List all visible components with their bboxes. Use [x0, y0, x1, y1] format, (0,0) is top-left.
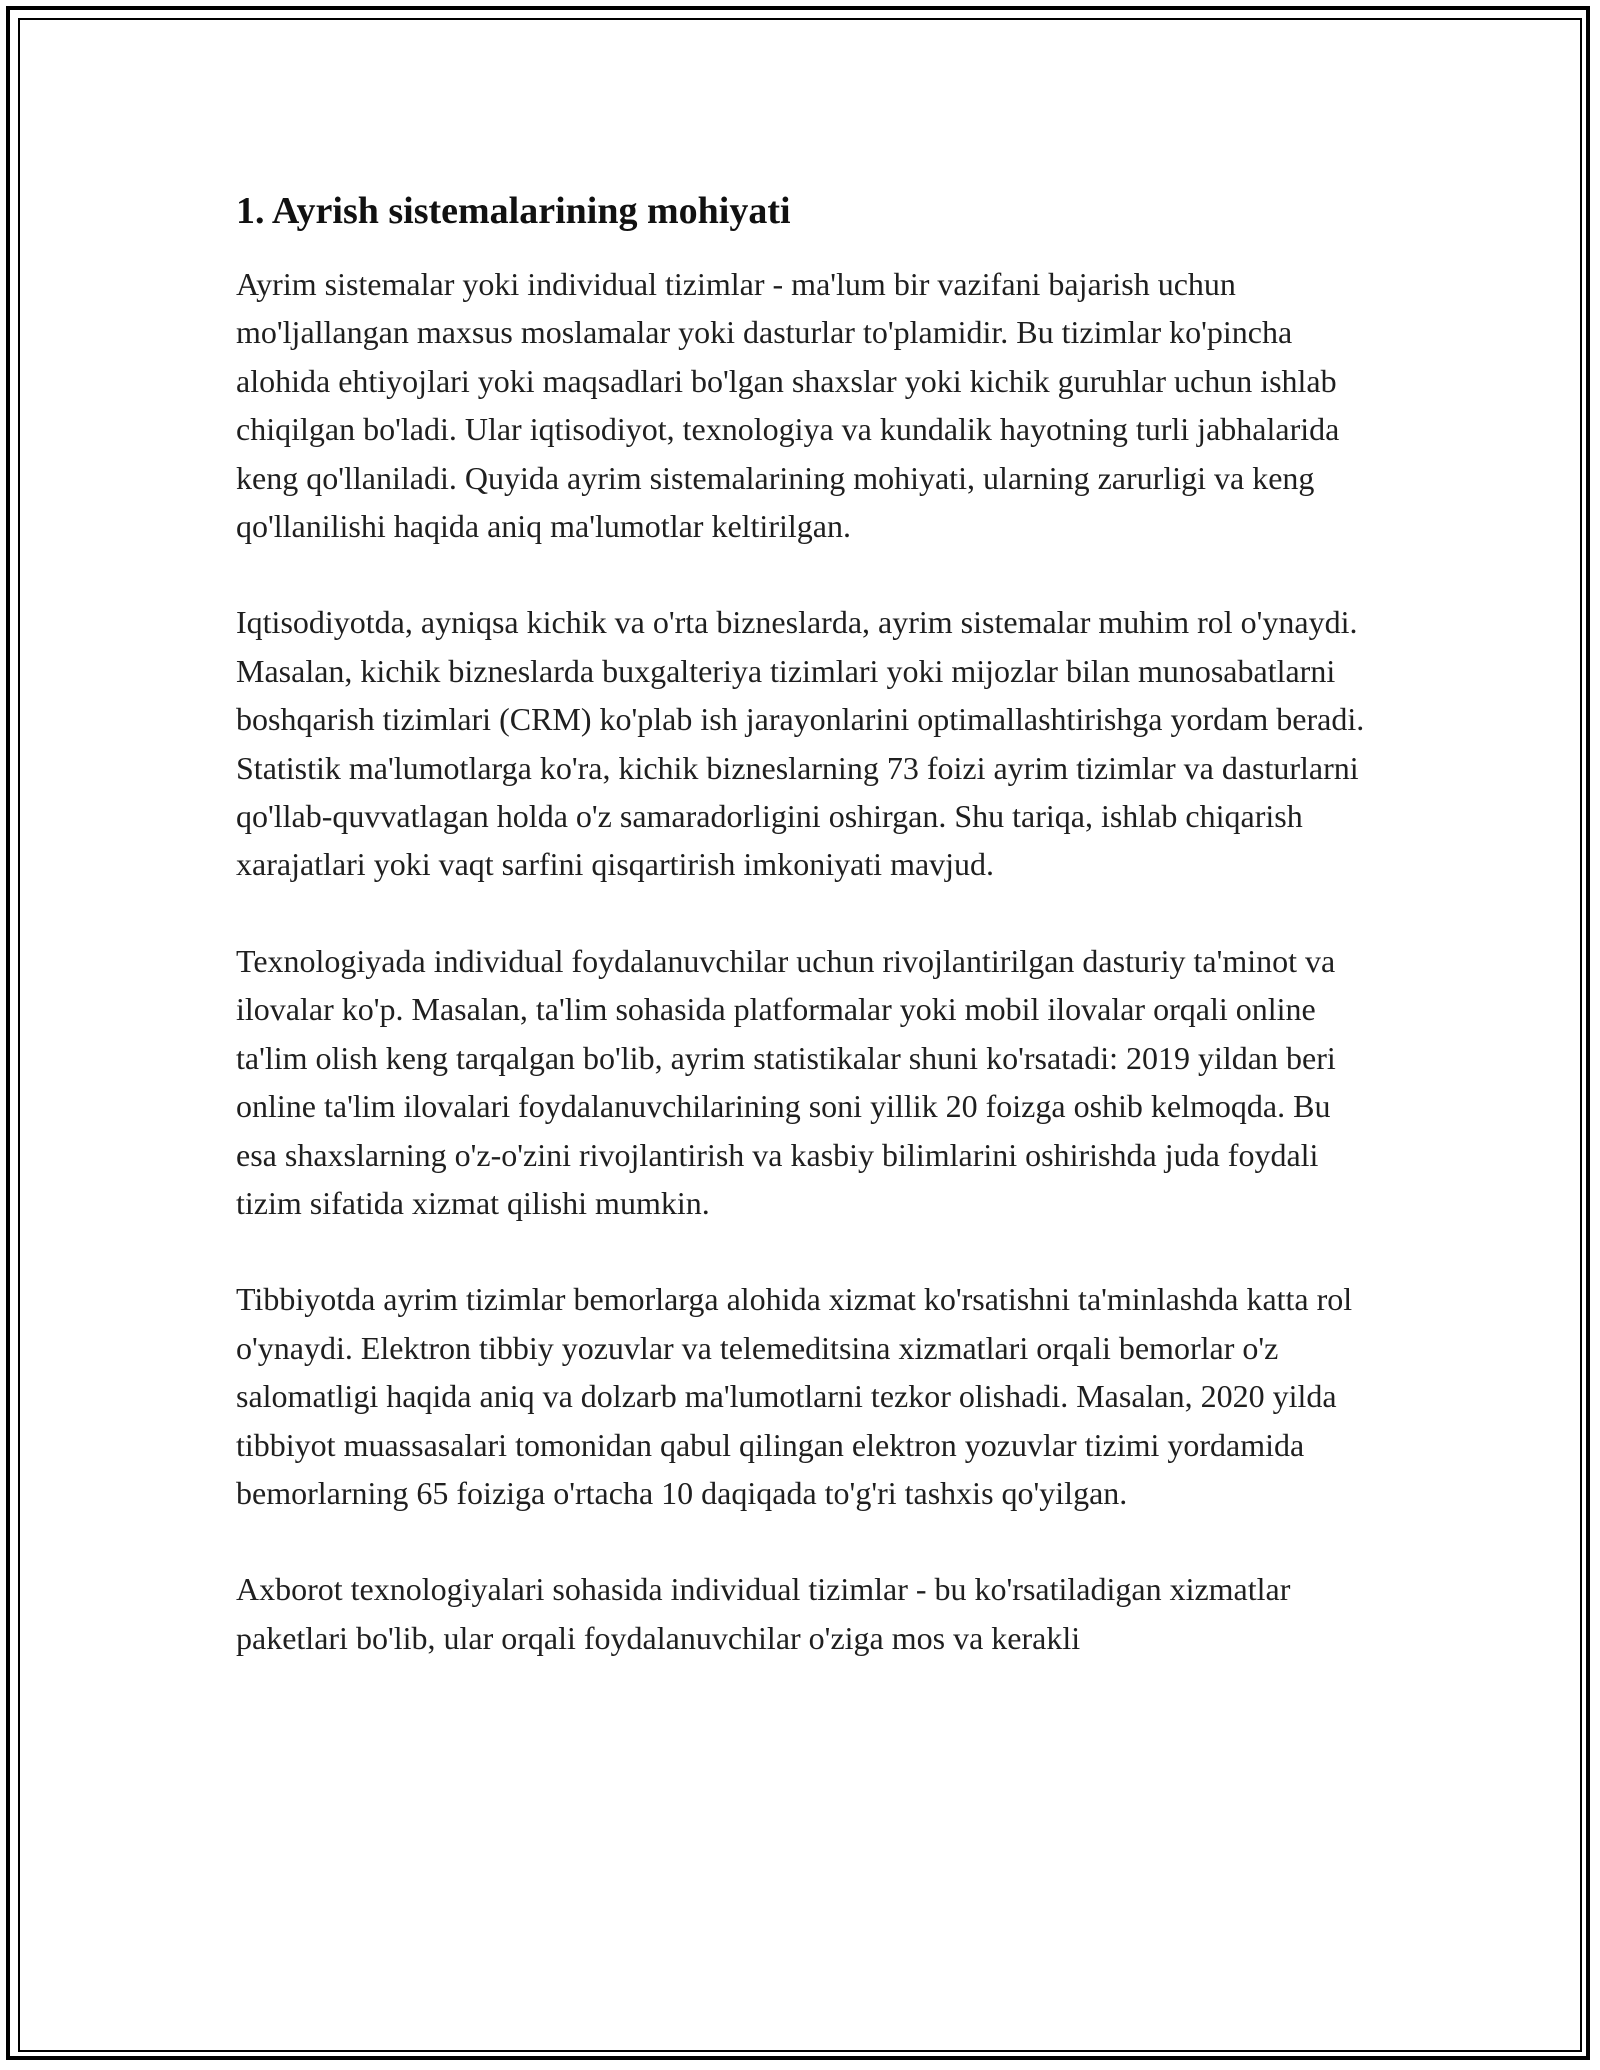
paragraph-economy: Iqtisodiyotda, ayniqsa kichik va o'rta bizneslarda, ayrim sistemalar muhim rol o'ynaydi. Masalan, kichik bizneslarda buxgalteriya tizimlari yoki mijozlar bilan munosabatlarni boshqarish tizimlari (CRM) ko'plab ish jarayonlarini optimallashtirishga yordam beradi. Statistik ma'lumotlarga ko'ra, kichik bizneslarning 73 foizi ayrim tizimlar va dasturlarni qo'llab-quvvatlagan holda o'z samaradorligini oshirgan. Shu tariqa, ishlab chiqarish xarajatlari yoki vaqt sarfini qisqartirish imkoniyati mavjud.: [236, 604, 1365, 883]
document-body: [236, 180, 1376, 1710]
paragraph-medicine: Tibbiyotda ayrim tizimlar bemorlarga alohida xizmat ko'rsatishni ta'minlashda katta rol o'ynaydi. Elektron tibbiy yozuvlar va telemeditsina xizmatlari orqali bemorlar o'z salomatligi haqida aniq va dolzarb ma'lumotlarni tezkor olishadi. Masalan, 2020 yilda tibbiyot muassasalari tomonidan qabul qilingan elektron yozuvlar tizimi yordamida bemorlarning 65 foiziga o'rtacha 10 daqiqada to'g'ri tashxis qo'yilgan.: [236, 1281, 1353, 1511]
paragraph-technology: Texnologiyada individual foydalanuvchilar uchun rivojlantirilgan dasturiy ta'minot va ilovalar ko'p. Masalan, ta'lim sohasida platformalar yoki mobil ilovalar orqali online ta'lim olish keng tarqalgan bo'lib, ayrim statistikalar shuni ko'rsatadi: 2019 yildan beri online ta'lim ilovalari foydalanuvchilarining soni yillik 20 foizga oshib kelmoqda. Bu esa shaxslarning o'z-o'zini rivojlantirish va kasbiy bilimlarini oshirishda juda foydali tizim sifatida xizmat qilishi mumkin.: [236, 942, 1336, 1221]
section-heading: 1. Ayrish sistemalarining mohiyati: [236, 190, 791, 232]
paragraph-it: Axborot texnologiyalari sohasida individual tizimlar - bu ko'rsatiladigan xizmatlar paketlari bo'lib, ular orqali foydalanuvchilar o'ziga mos va kerakli: [236, 1571, 1291, 1656]
paragraph-intro: Ayrim sistemalar yoki individual tizimlar - ma'lum bir vazifani bajarish uchun mo'ljallangan maxsus moslamalar yoki dasturlar to'plamidir. Bu tizimlar ko'pincha alohida ehtiyojlari yoki maqsadlari bo'lgan shaxslar yoki kichik guruhlar uchun ishlab chiqilgan bo'ladi. Ular iqtisodiyot, texnologiya va kundalik hayotning turli jabhalarida keng qo'llaniladi. Quyida ayrim sistemalarining mohiyati, ularning zarurligi va keng qo'llanilishi haqida aniq ma'lumotlar keltirilgan.: [236, 266, 1340, 545]
